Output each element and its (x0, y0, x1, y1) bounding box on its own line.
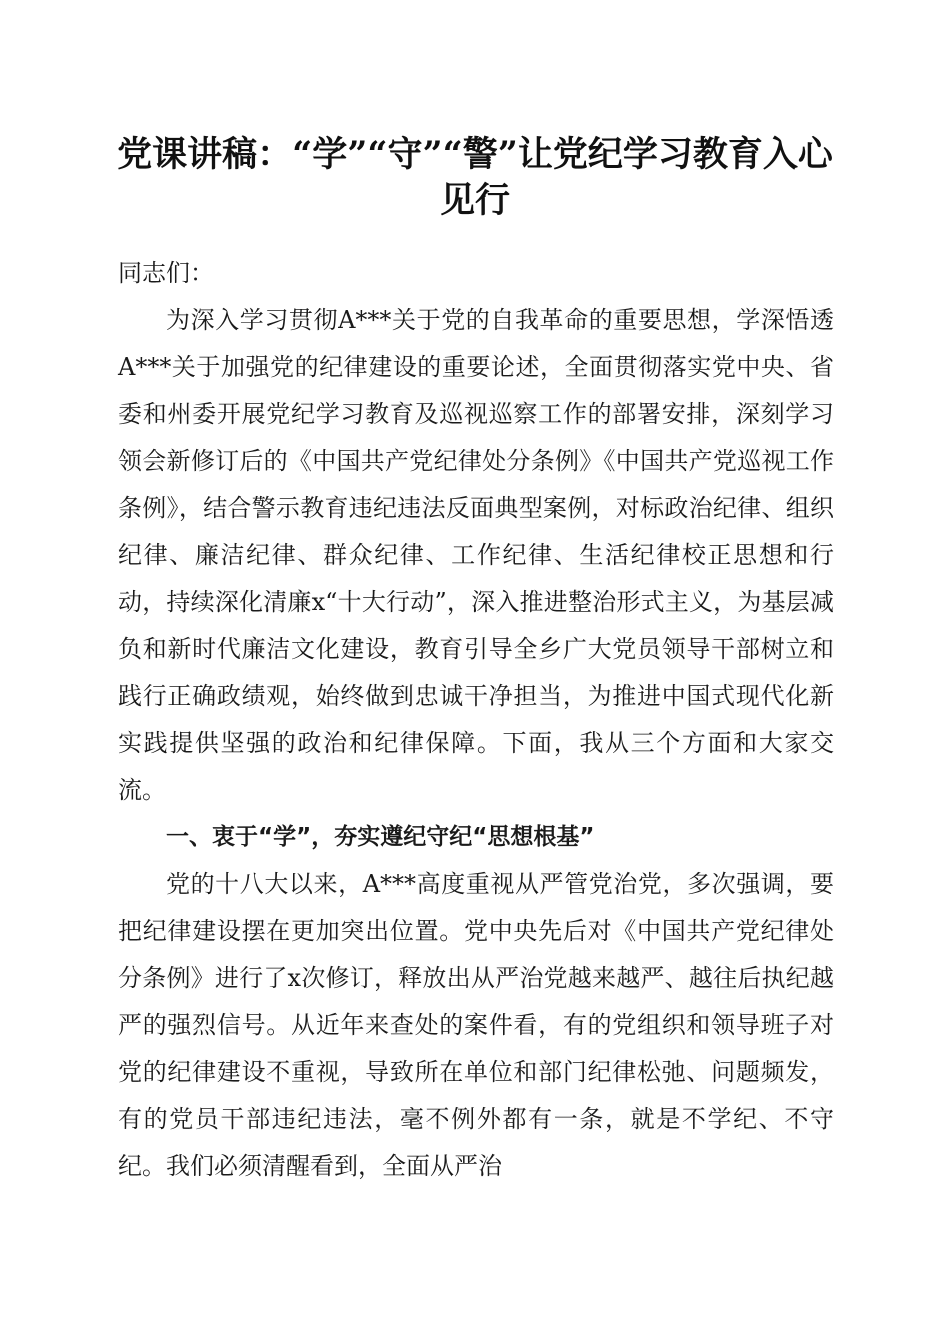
section-paragraph: 党的十八大以来，A***高度重视从严管党治党，多次强调，要把纪律建设摆在更加突出位置。党中央先后对《中国共产党纪律处分条例》进行了x次修订，释放出从严治党越来越严、越往后执纪越严的强烈信号。从近年来查处的案件看，有的党组织和领导班子对党的纪律建设不重视，导致所在单位和部门纪律松弛、问题频发，有的党员干部违纪违法，毫不例外都有一条，就是不学纪、不守纪。我们必须清醒看到，全面从严治 (118, 870, 834, 1180)
greeting: 同志们： (118, 259, 214, 287)
intro-paragraph: 为深入学习贯彻A***关于党的自我革命的重要思想，学深悟透A***关于加强党的纪律建设的重要论述，全面贯彻落实党中央、省委和州委开展党纪学习教育及巡视巡察工作的部署安排，深刻学习领会新修订后的《中国共产党纪律处分条例》《中国共产党巡视工作条例》，结合警示教育违纪违法反面典型案例，对标政治纪律、组织纪律、廉洁纪律、群众纪律、工作纪律、生活纪律校正思想和行动，持续深化清廉x“十大行动”，深入推进整治形式主义，为基层减负和新时代廉洁文化建设，教育引导全乡广大党员领导干部树立和践行正确政绩观，始终做到忠诚干净担当，为推进中国式现代化新实践提供坚强的政治和纪律保障。下面，我从三个方面和大家交流。 (118, 306, 834, 804)
document-title: 党课讲稿：“学”“守”“警”让党纪学习教育入心见行 (117, 134, 833, 221)
document-body (118, 250, 834, 1190)
section-heading: 一、衷于“学”，夯实遵纪守纪“思想根基” (166, 824, 595, 850)
